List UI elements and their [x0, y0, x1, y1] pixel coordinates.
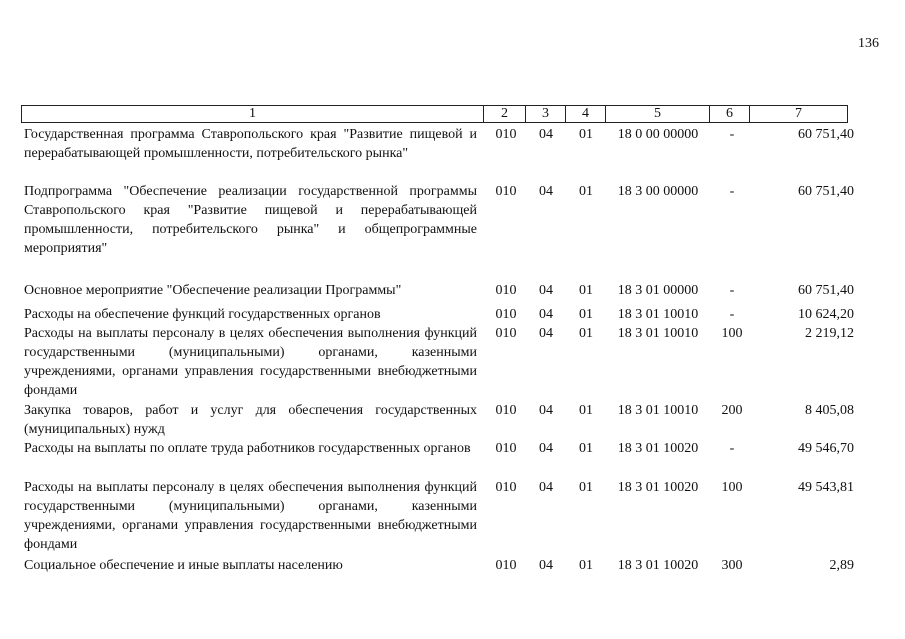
table-header-row — [21, 105, 848, 123]
header-col-3: 3 — [526, 106, 566, 122]
row-target-article: 18 3 01 10020 — [617, 441, 699, 456]
row-description: Подпрограмма "Обеспечение реализации государственной программы Ставропольского края "Развитие пищевой и перерабатывающей промышленности, потребительского рынка" и общепрограммные мероприятия" — [24, 184, 477, 256]
row-amount: 60 751,40 — [798, 127, 854, 142]
row-expense-type: - — [729, 184, 735, 199]
row-expense-type: - — [729, 441, 735, 456]
row-description: Расходы на выплаты по оплате труда работников государственных органов — [24, 441, 471, 456]
row-subsection-code: 01 — [579, 184, 593, 199]
row-expense-type: - — [729, 127, 735, 142]
header-col-7: 7 — [795, 106, 802, 121]
row-section-code: 04 — [539, 127, 553, 142]
row-section-code: 04 — [539, 307, 553, 322]
row-description: Расходы на выплаты персоналу в целях обеспечения выполнения функций государственными (муниципальными) органами, казенными учреждениями, органами управления государственными внебюджетными фондами — [24, 326, 477, 398]
row-description: Расходы на обеспечение функций государственных органов — [24, 307, 381, 322]
row-target-article: 18 3 00 00000 — [617, 184, 699, 199]
row-ministry-code: 010 — [495, 558, 517, 573]
row-amount: 49 546,70 — [798, 441, 854, 456]
row-expense-type: - — [729, 307, 735, 322]
row-ministry-code: 010 — [495, 326, 517, 341]
row-amount: 60 751,40 — [798, 184, 854, 199]
row-ministry-code: 010 — [495, 283, 517, 298]
row-amount: 60 751,40 — [798, 283, 854, 298]
row-amount: 2 219,12 — [805, 326, 854, 341]
row-expense-type: 200 — [721, 403, 743, 418]
row-subsection-code: 01 — [579, 441, 593, 456]
row-amount: 49 543,81 — [798, 480, 854, 495]
row-description: Государственная программа Ставропольского края "Развитие пищевой и перерабатывающей промышленности, потребительского рынка" — [24, 127, 477, 161]
row-subsection-code: 01 — [579, 480, 593, 495]
header-col-4: 4 — [566, 106, 606, 122]
row-description: Расходы на выплаты персоналу в целях обеспечения выполнения функций государственными (муниципальными) органами, казенными учреждениями, органами управления государственными внебюджетными фондами — [24, 480, 477, 552]
row-ministry-code: 010 — [495, 127, 517, 142]
row-expense-type: 300 — [721, 558, 743, 573]
row-target-article: 18 3 01 10020 — [617, 558, 699, 573]
row-target-article: 18 3 01 10020 — [617, 480, 699, 495]
row-ministry-code: 010 — [495, 184, 517, 199]
row-target-article: 18 0 00 00000 — [617, 127, 699, 142]
page-number: 136 — [858, 36, 879, 51]
header-col-5: 5 — [606, 106, 710, 122]
row-target-article: 18 3 01 10010 — [617, 307, 699, 322]
row-subsection-code: 01 — [579, 307, 593, 322]
row-target-article: 18 3 01 10010 — [617, 403, 699, 418]
row-expense-type: 100 — [721, 480, 743, 495]
row-subsection-code: 01 — [579, 283, 593, 298]
row-target-article: 18 3 01 00000 — [617, 283, 699, 298]
row-target-article: 18 3 01 10010 — [617, 326, 699, 341]
row-description: Социальное обеспечение и иные выплаты населению — [24, 558, 343, 573]
header-col-6: 6 — [710, 106, 750, 122]
row-description: Основное мероприятие "Обеспечение реализации Программы" — [24, 283, 402, 298]
row-section-code: 04 — [539, 326, 553, 341]
row-expense-type: 100 — [721, 326, 743, 341]
row-section-code: 04 — [539, 403, 553, 418]
row-subsection-code: 01 — [579, 558, 593, 573]
header-col-1: 1 — [22, 106, 484, 122]
row-amount: 10 624,20 — [798, 307, 854, 322]
row-section-code: 04 — [539, 558, 553, 573]
row-subsection-code: 01 — [579, 403, 593, 418]
row-amount: 8 405,08 — [805, 403, 854, 418]
row-section-code: 04 — [539, 441, 553, 456]
row-ministry-code: 010 — [495, 307, 517, 322]
row-description: Закупка товаров, работ и услуг для обеспечения государственных (муниципальных) нужд — [24, 403, 477, 437]
row-ministry-code: 010 — [495, 403, 517, 418]
row-ministry-code: 010 — [495, 480, 517, 495]
row-expense-type: - — [729, 283, 735, 298]
row-section-code: 04 — [539, 283, 553, 298]
row-section-code: 04 — [539, 184, 553, 199]
header-col-2: 2 — [484, 106, 526, 122]
row-amount: 2,89 — [829, 558, 854, 573]
row-section-code: 04 — [539, 480, 553, 495]
row-subsection-code: 01 — [579, 326, 593, 341]
row-subsection-code: 01 — [579, 127, 593, 142]
row-ministry-code: 010 — [495, 441, 517, 456]
